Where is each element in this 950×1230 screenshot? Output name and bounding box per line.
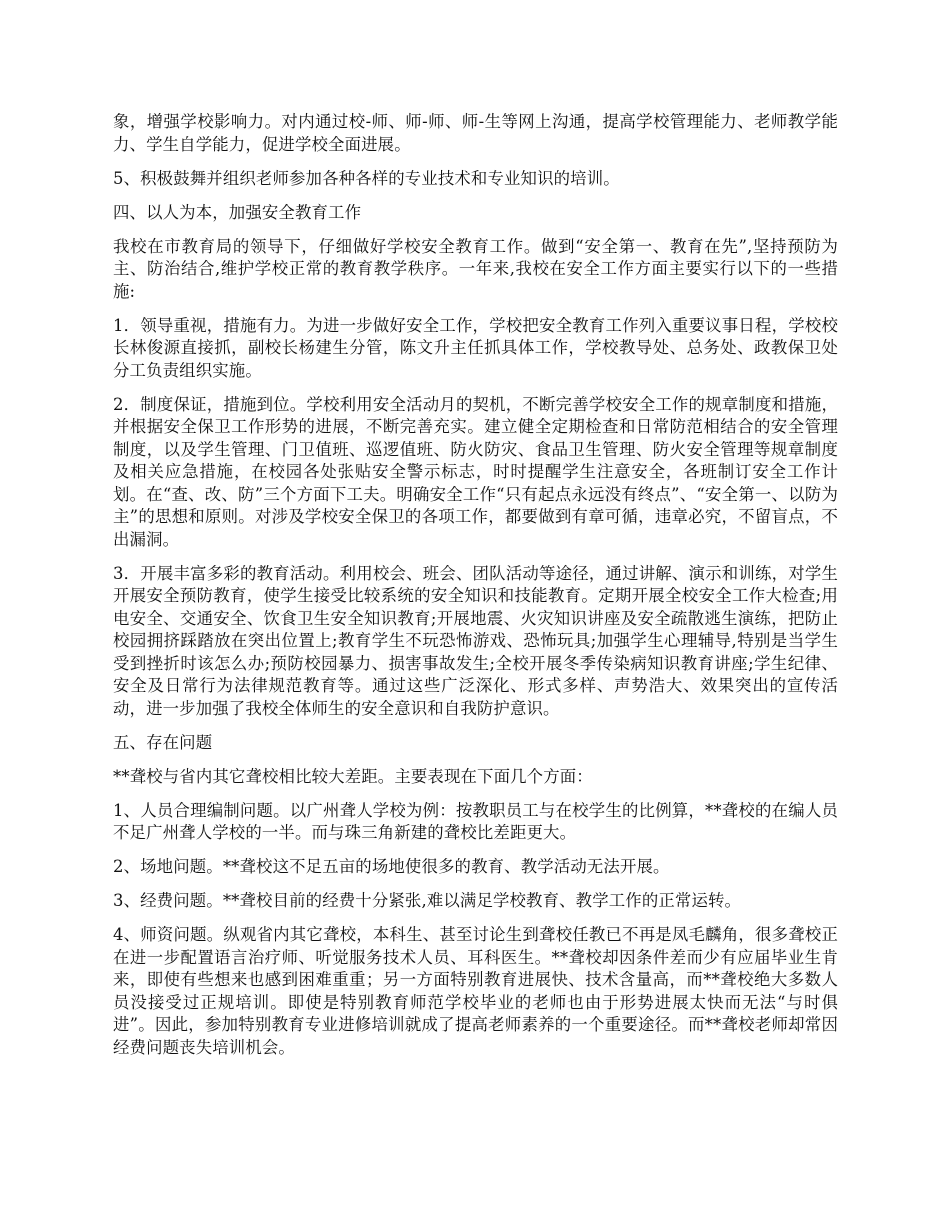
section-heading-4-safety: 四、以人为本，加强安全教育工作: [113, 202, 362, 222]
paragraph-problem-1-staffing: 1、人员合理编制问题。以广州聋人学校为例：按教职员工与在校学生的比例算，**聋校的在编人员不足广州聋人学校的一半。而与珠三角新建的聋校比差距更大。: [113, 800, 838, 842]
paragraph-problem-2-site: 2、场地问题。**聋校这不足五亩的场地使很多的教育、教学活动无法开展。: [113, 857, 670, 876]
document-page: [113, 111, 838, 1071]
paragraph-safety-measure-1: 1．领导重视，措施有力。为进一步做好安全工作，学校把安全教育工作列入重要议事日程，学校校长林俊源直接抓，副校长杨建生分管，陈文升主任抓具体工作，学校教导处、总务处、政教保卫处分工负责组织实施。: [113, 315, 838, 380]
paragraph-item-5-training: 5、积极鼓舞并组织老师参加各种各样的专业技术和专业知识的培训。: [113, 168, 620, 188]
paragraph-safety-measure-3: 3．开展丰富多彩的教育活动。利用校会、班会、团队活动等途径，通过讲解、演示和训练，对学生开展安全预防教育，使学生接受比较系统的安全知识和技能教育。定期开展全校安全工作大检查;用电安全、交通安全、饮食卫生安全知识教育;开展地震、火灾知识讲座及安全疏散逃生演练，把防止校园拥挤踩踏放在突出位置上;教育学生不玩恐怖游戏、恐怖玩具;加强学生心理辅导,特别是当学生受到挫折时该怎么办;预防校园暴力、损害事故发生;全校开展冬季传染病知识教育讲座;学生纪律、安全及日常行为法律规范教育等。通过这些广泛深化、形式多样、声势浩大、效果突出的宣传活动，进一步加强了我校全体师生的安全意识和自我防护意识。: [113, 563, 838, 718]
paragraph-safety-overview: 我校在市教育局的领导下，仔细做好学校安全教育工作。做到“安全第一、教育在先”,坚持预防为主、防治结合,维护学校正常的教育教学秩序。一年来,我校在安全工作方面主要实行以下的一些措施:: [113, 236, 838, 301]
section-heading-5-problems: 五、存在问题: [113, 732, 213, 752]
paragraph-intro-continuation: 象，增强学校影响力。对内通过校-师、师-师、师-生等网上沟通，提高学校管理能力、老师教学能力、学生自学能力，促进学校全面进展。: [113, 112, 838, 154]
paragraph-problems-intro: **聋校与省内其它聋校相比较大差距。主要表现在下面几个方面：: [113, 766, 593, 786]
paragraph-problem-3-funding: 3、经费问题。**聋校目前的经费十分紧张,难以满足学校教育、教学工作的正常运转。: [113, 891, 742, 910]
paragraph-safety-measure-2: 2．制度保证，措施到位。学校利用安全活动月的契机，不断完善学校安全工作的规章制度和措施，并根据安全保卫工作形势的进展，不断完善充实。建立健全定期检查和日常防范相结合的安全管理制度，以及学生管理、门卫值班、巡逻值班、防火防灾、食品卫生管理、防火安全管理等规章制度及相关应急措施，在校园各处张贴安全警示标志，时时提醒学生注意安全，各班制订安全工作计划。在“查、改、防”三个方面下工夫。明确安全工作“只有起点永远没有终点”、“安全第一、以防为主”的思想和原则。对涉及学校安全保卫的各项工作，都要做到有章可循，违章必究，不留盲点，不出漏洞。: [113, 394, 838, 549]
paragraph-problem-4-teachers: 4、师资问题。纵观省内其它聋校，本科生、甚至讨论生到聋校任教已不再是凤毛麟角，很多聋校正在进一步配置语言治疗师、听觉服务技术人员、耳科医生。**聋校却因条件差而少有应届毕业生肯来，即使有些想来也感到困难重重；另一方面特别教育进展快、技术含量高，而**聋校绝大多数人员没接受过正规培训。即使是特别教育师范学校毕业的老师也由于形势进展太快而无法“与时俱进”。因此，参加特别教育专业进修培训就成了提高老师素养的一个重要途径。而**聋校老师却常因经费问题丧失培训机会。: [113, 925, 838, 1057]
